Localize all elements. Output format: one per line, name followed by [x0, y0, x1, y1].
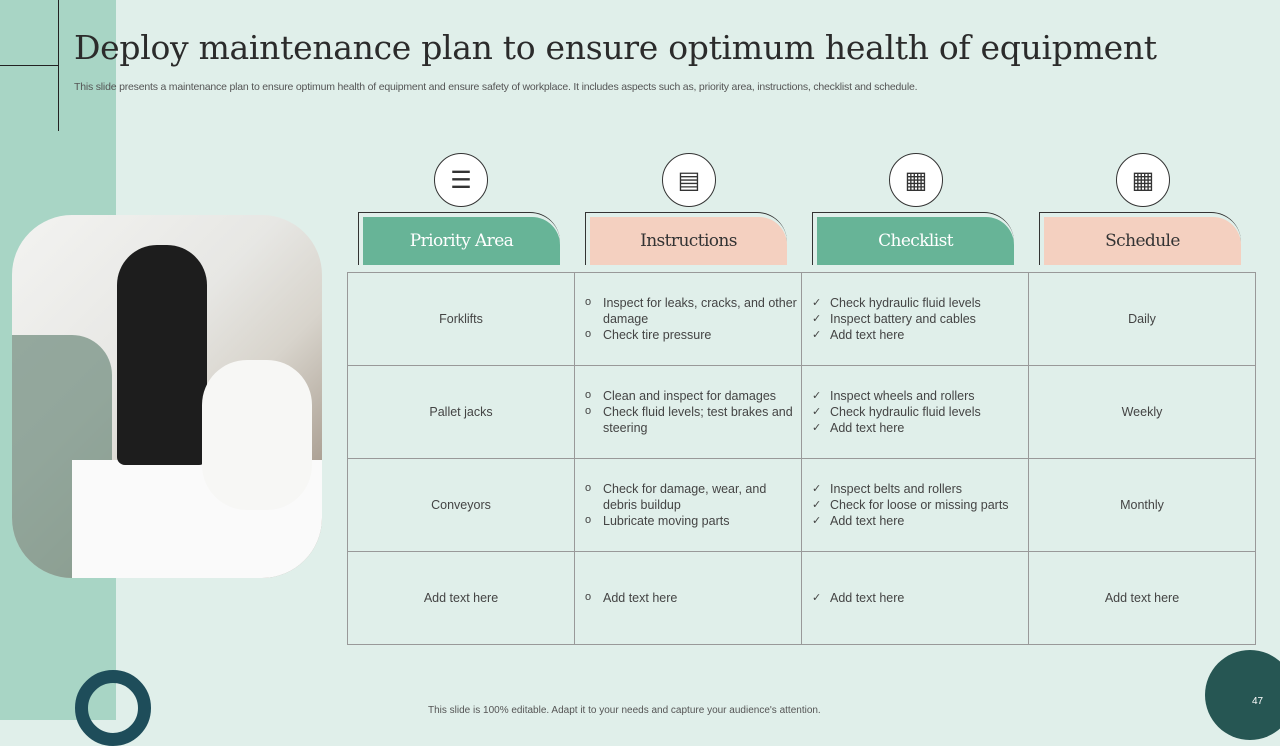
- header-schedule: Schedule: [1039, 212, 1241, 265]
- cell-schedule: Monthly: [1029, 459, 1256, 552]
- table-row: [348, 459, 1256, 552]
- table-row: [348, 552, 1256, 645]
- list-item: ✓ Check hydraulic fluid levels: [812, 404, 1028, 420]
- cell-area: Pallet jacks: [348, 366, 575, 459]
- list-item: o Check tire pressure: [585, 327, 801, 343]
- document-pen-icon: ▤: [662, 153, 716, 207]
- header-priority-area: Priority Area: [358, 212, 560, 265]
- list-item: ✓ Check for loose or missing parts: [812, 497, 1028, 513]
- cell-instructions: [575, 459, 802, 552]
- cell-schedule: Daily: [1029, 273, 1256, 366]
- page-title: Deploy maintenance plan to ensure optimum health of equipment: [74, 28, 1157, 67]
- list-item: ✓ Inspect wheels and rollers: [812, 388, 1028, 404]
- decor-line: [0, 65, 58, 66]
- cell-checklist: [802, 459, 1029, 552]
- cell-checklist: [802, 273, 1029, 366]
- cell-instructions: [575, 273, 802, 366]
- list-item: ✓ Add text here: [812, 327, 1028, 343]
- calendar-clock-icon: ▦: [1116, 153, 1170, 207]
- footer-note: This slide is 100% editable. Adapt it to your needs and capture your audience's attention.: [428, 705, 821, 716]
- decor-ring: [75, 670, 151, 746]
- cell-area: Forklifts: [348, 273, 575, 366]
- list-item: ✓ Add text here: [812, 590, 1028, 606]
- list-item: ✓ Inspect belts and rollers: [812, 481, 1028, 497]
- maintenance-table: [347, 272, 1256, 645]
- list-item: o Check for damage, wear, and debris buildup: [585, 481, 801, 513]
- cell-schedule: Weekly: [1029, 366, 1256, 459]
- list-item: o Check fluid levels; test brakes and steering: [585, 404, 801, 436]
- page-subtitle: This slide presents a maintenance plan to ensure optimum health of equipment and ensure safety of workplace. It includes aspects such as, priority area, instructions, checklist and schedule.: [74, 81, 918, 93]
- cell-checklist: [802, 366, 1029, 459]
- decor-line: [58, 0, 59, 131]
- team-meeting-photo: [12, 215, 322, 578]
- cell-checklist: [802, 552, 1029, 645]
- decor-circle: [1205, 650, 1280, 740]
- header-instructions: Instructions: [585, 212, 787, 265]
- cell-schedule: Add text here: [1029, 552, 1256, 645]
- list-item: o Add text here: [585, 590, 801, 606]
- list-item: o Clean and inspect for damages: [585, 388, 801, 404]
- list-item: ✓ Add text here: [812, 513, 1028, 529]
- header-checklist: Checklist: [812, 212, 1014, 265]
- list-item: o Lubricate moving parts: [585, 513, 801, 529]
- priority-list-icon: ☰: [434, 153, 488, 207]
- list-item: o Inspect for leaks, cracks, and other damage: [585, 295, 801, 327]
- list-item: ✓ Check hydraulic fluid levels: [812, 295, 1028, 311]
- cell-instructions: [575, 552, 802, 645]
- list-item: ✓ Inspect battery and cables: [812, 311, 1028, 327]
- table-row: [348, 273, 1256, 366]
- cell-area: Conveyors: [348, 459, 575, 552]
- table-row: [348, 366, 1256, 459]
- cell-instructions: [575, 366, 802, 459]
- page-number: 47: [1252, 696, 1264, 707]
- list-item: ✓ Add text here: [812, 420, 1028, 436]
- cell-area: Add text here: [348, 552, 575, 645]
- clipboard-checklist-icon: ▦: [889, 153, 943, 207]
